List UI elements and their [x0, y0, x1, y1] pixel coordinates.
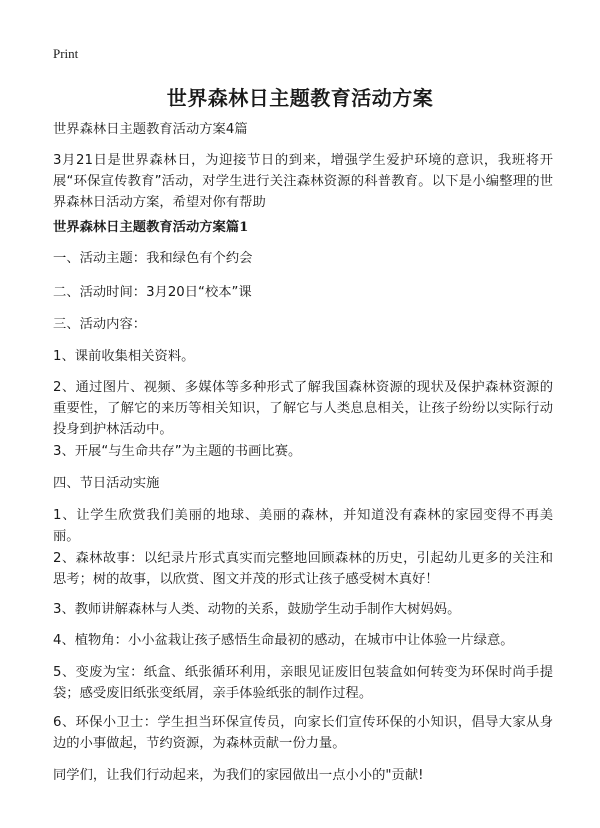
paragraph-content-item-1: 1、课前收集相关资料。	[53, 349, 195, 364]
paragraph-content-item-3: 3、开展“与生命共存”为主题的书画比赛。	[53, 444, 302, 459]
paragraph-step-4: 4、植物角：小小盆栽让孩子感悟生命最初的感动，在城市中让体验一片绿意。	[53, 633, 514, 648]
intro-paragraph: 3月21日是世界森林日，为迎接节日的到来，增强学生爱护环境的意识，我班将开展“环保宣传教育”活动，对学生进行关注森林资源的科普教育。以下是小编整理的世界森林日活动方案，希望对你有帮助	[53, 153, 553, 210]
paragraph-step-1: 1、让学生欣赏我们美丽的地球、美丽的森林，并知道没有森林的家园变得不再美丽。	[53, 508, 553, 544]
paragraph-step-2: 2、森林故事：以纪录片形式真实而完整地回顾森林的历史，引起幼儿更多的关注和思考；树的故事，以欣赏、图文并茂的形式让孩子感受树木真好！	[53, 551, 553, 587]
page-title: 世界森林日主题教育活动方案	[166, 86, 434, 110]
print-link[interactable]: Print	[53, 46, 79, 61]
paragraph-step-5: 5、变废为宝：纸盒、纸张循环利用，亲眼见证废旧包装盒如何转变为环保时尚手提袋；感受废旧纸张变纸屑，亲手体验纸张的制作过程。	[53, 665, 553, 701]
paragraph-implementation: 四、节日活动实施	[53, 476, 160, 491]
paragraph-step-3: 3、教师讲解森林与人类、动物的关系，鼓励学生动手制作大树妈妈。	[53, 602, 461, 617]
paragraph-step-6: 6、环保小卫士：学生担当环保宣传员，向家长们宣传环保的小知识，倡导大家从身边的小事做起，节约资源，为森林贡献一份力量。	[53, 715, 553, 751]
paragraph-content-item-2: 2、通过图片、视频、多媒体等多种形式了解我国森林资源的现状及保护森林资源的重要性，了解它的来历等相关知识，了解它与人类息息相关，让孩子纷纷以实际行动投身到护林活动中。	[53, 380, 553, 437]
paragraph-activity-time: 二、活动时间：3月20日“校本”课	[53, 285, 252, 300]
paragraph-closing: 同学们，让我们行动起来，为我们的家园做出一点小小的"贡献!	[53, 768, 424, 783]
paragraph-activity-theme: 一、活动主题：我和绿色有个约会	[53, 251, 253, 266]
section-heading: 世界森林日主题教育活动方案篇1	[53, 220, 249, 235]
paragraph-activity-content: 三、活动内容：	[53, 317, 147, 332]
document-subtitle: 世界森林日主题教育活动方案4篇	[53, 122, 248, 137]
